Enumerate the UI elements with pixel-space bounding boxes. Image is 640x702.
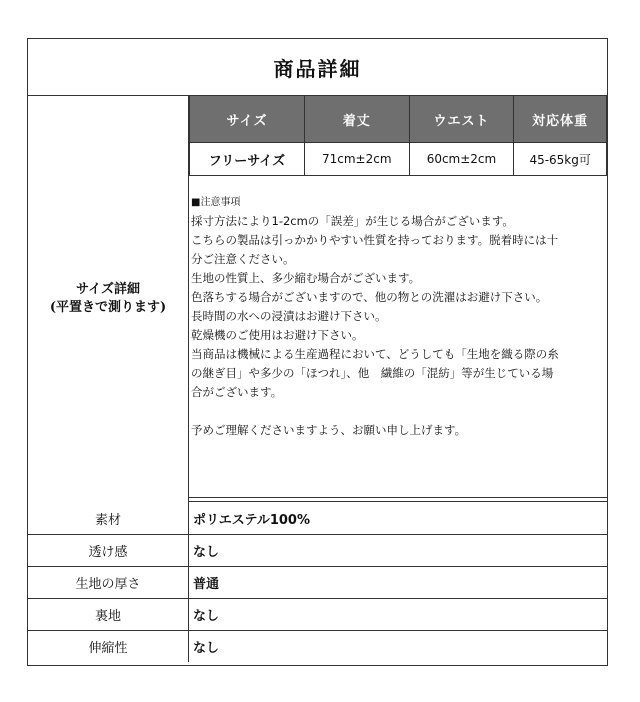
notes-heading: ■注意事項	[191, 197, 241, 208]
notes-line: 当商品は機械による生産過程において、どうしても「生地を織る際の糸	[191, 347, 559, 361]
header-size: サイズ	[190, 96, 305, 143]
header-waist: ウエスト	[409, 96, 514, 143]
notes-line: 分ご注意ください。	[191, 252, 295, 266]
product-detail-frame	[27, 38, 608, 666]
size-table	[189, 95, 607, 176]
spec-row	[28, 503, 607, 535]
page-title: 商品詳細	[28, 39, 607, 96]
notes-line: 生地の性質上、多少縮む場合がございます。	[191, 271, 421, 285]
size-detail-label-line2: (平置きで測ります)	[49, 300, 167, 315]
spec-value: 普通	[189, 567, 608, 599]
size-detail-label-line1: サイズ詳細	[76, 282, 140, 297]
spec-value: なし	[189, 631, 608, 663]
notes-line: 色落ちする場合がございますので、他の物との洗濯はお避け下さい。	[191, 290, 548, 304]
spec-row	[28, 599, 607, 631]
spec-row	[28, 567, 607, 599]
spec-value: なし	[189, 599, 608, 631]
notes-section	[191, 179, 605, 497]
notes-line: 乾燥機のご使用はお避け下さい。	[191, 328, 364, 342]
notes-line: 採寸方法により1-2cmの「誤差」が生じる場合がございます。	[191, 214, 514, 228]
spec-row	[28, 535, 607, 567]
notes-line: こちらの製品は引っかかりやすい性質を持っております。脱着時には十	[191, 233, 559, 247]
notes-line: 長時間の水への浸漬はお避け下さい。	[191, 309, 387, 323]
spec-key: 透け感	[28, 535, 189, 567]
spec-table	[28, 503, 607, 662]
cell-waist: 60cm±2cm	[409, 143, 514, 176]
cell-weight: 45-65kg可	[514, 143, 607, 176]
spec-value: なし	[189, 535, 608, 567]
spec-key: 素材	[28, 503, 189, 535]
spec-key: 生地の厚さ	[28, 567, 189, 599]
spec-row	[28, 631, 607, 663]
section-divider	[189, 497, 607, 502]
spec-key: 裏地	[28, 599, 189, 631]
header-length: 着丈	[304, 96, 409, 143]
spec-key: 伸縮性	[28, 631, 189, 663]
notes-spacer	[191, 402, 605, 421]
spec-value: ポリエステル100%	[193, 513, 310, 528]
size-table-row	[190, 143, 607, 176]
notes-closing: 予めご理解くださいますよう、お願い申し上げます。	[191, 423, 467, 437]
notes-line: の継ぎ目」や多少の「ほつれ」、他 繊維の「混紡」等が生じている場	[191, 366, 554, 380]
size-detail-label	[28, 95, 189, 503]
size-table-header-row	[190, 96, 607, 143]
cell-length: 71cm±2cm	[304, 143, 409, 176]
notes-line: 合がございます。	[191, 385, 283, 399]
cell-size: フリーサイズ	[190, 143, 305, 176]
header-weight: 対応体重	[514, 96, 607, 143]
